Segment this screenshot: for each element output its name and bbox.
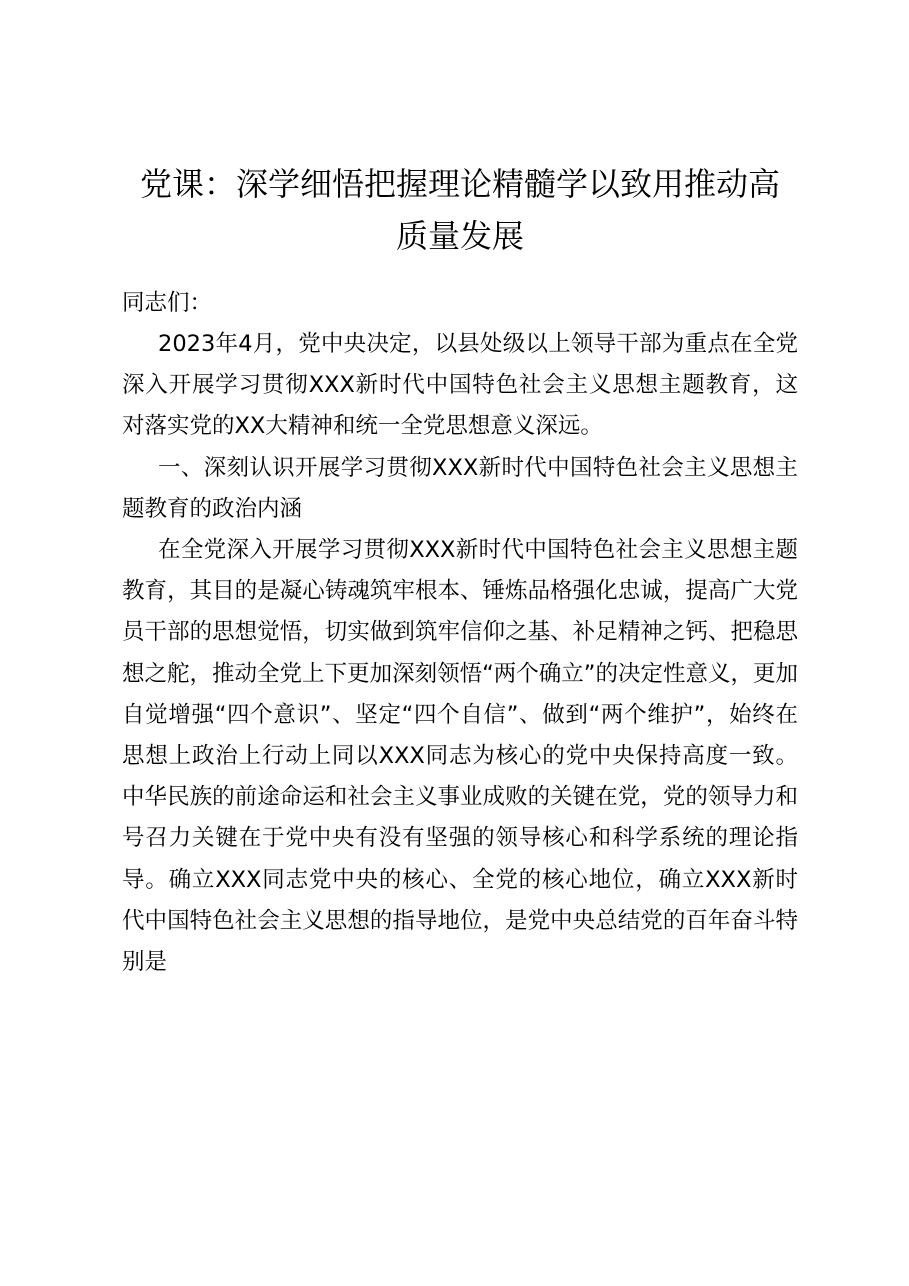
document-body: [122, 158, 798, 983]
section-heading-1: 一、深刻认识开展学习贯彻XXX新时代中国特色社会主义思想主题教育的政治内涵: [122, 454, 798, 522]
paragraph-section-1: 在全党深入开展学习贯彻XXX新时代中国特色社会主义思想主题教育，其目的是凝心铸魂筑牢根本、锤炼品格强化忠诚，提高广大党员干部的思想觉悟，切实做到筑牢信仰之基、补足精神之钙、把稳思想之舵，推动全党上下更加深刻领悟“两个确立”的决定性意义，更加自觉增强“四个意识”、坚定“四个自信”、做到“两个维护”，始终在思想上政治上行动上同以XXX同志为核心的党中央保持高度一致。中华民族的前途命运和社会主义事业成败的关键在党，党的领导力和号召力关键在于党中央有没有坚强的领导核心和科学系统的理论指导。确立XXX同志党中央的核心、全党的核心地位，确立XXX新时代中国特色社会主义思想的指导地位，是党中央总结党的百年奋斗特别是: [122, 537, 798, 976]
document-title-line-1: 党课：深学细悟把握理论精髓学以致用推动高: [139, 165, 780, 203]
salutation: 同志们：: [122, 290, 213, 316]
paragraph-intro: 2023年4月，党中央决定，以县处级以上领导干部为重点在全党深入开展学习贯彻XXX新时代中国特色社会主义思想主题教育，这对落实党的XX大精神和统一全党思想意义深远。: [122, 331, 798, 440]
document-title-line-2: 质量发展: [395, 217, 524, 255]
document-title: [122, 158, 798, 262]
